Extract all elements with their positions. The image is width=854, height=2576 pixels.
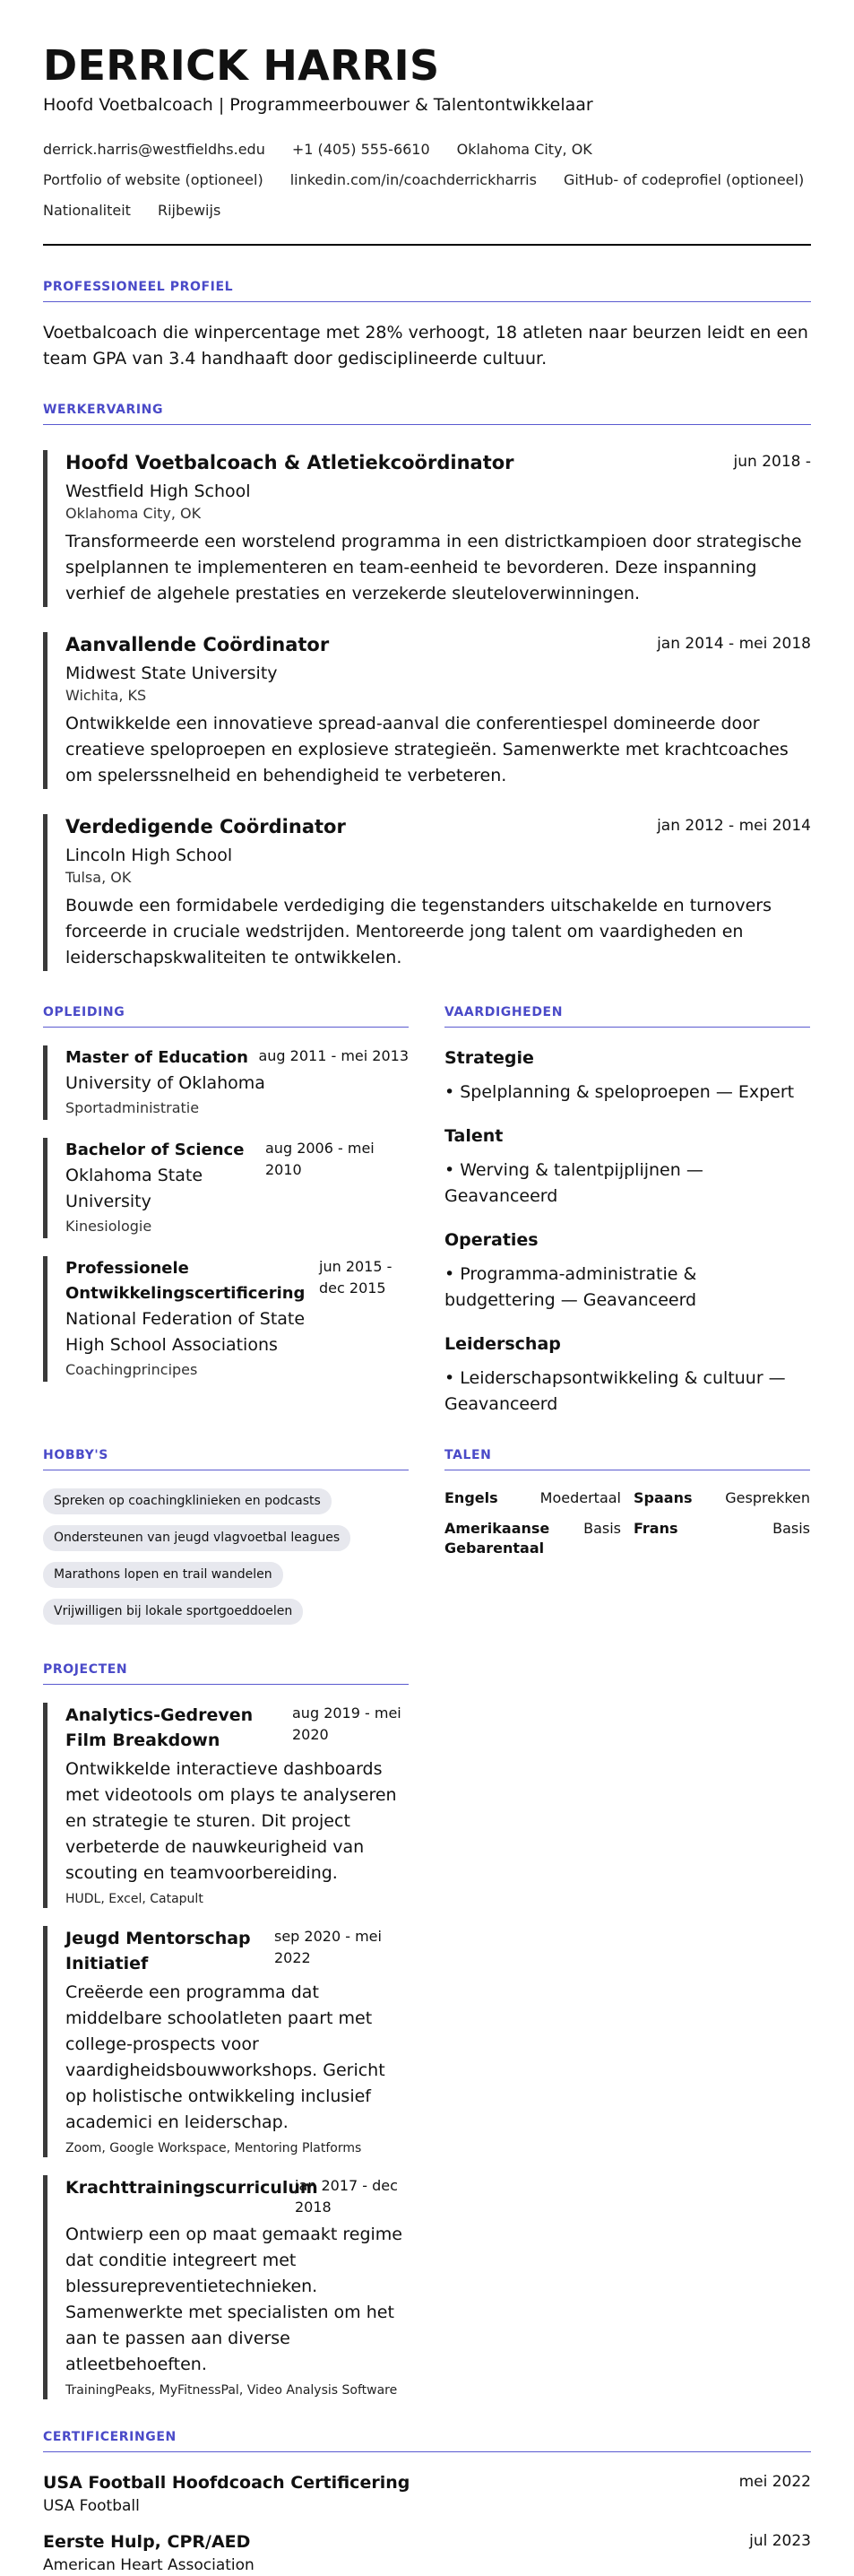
- job-description: Bouwde een formidabele verdediging die tegenstanders uitschakelde en turnovers forceerde in cruciale wedstrijden. Mentoreerde jong talent om vaardigheden en leiderschapskwaliteiten te ontwikkelen.: [65, 896, 772, 967]
- project-description: Ontwikkelde interactieve dashboards met videotools om plays te analyseren en strategie te sturen. Dit project verbeterde de nauwkeurigheid van scouting en teamvoorbereiding.: [65, 1759, 397, 1883]
- skill-item: • Programma-administratie & budgettering — Geavanceerd: [444, 1264, 697, 1310]
- certification-item: [43, 2529, 811, 2576]
- language-name: Engels: [444, 1489, 498, 1506]
- email-link[interactable]: derrick.harris@westfieldhs.edu: [43, 141, 265, 158]
- hobby-tag: Ondersteunen van jeugd vlagvoetbal leagues: [43, 1525, 350, 1551]
- language-name: Frans: [634, 1520, 678, 1537]
- skill-category: Strategie: [444, 1048, 534, 1068]
- project-date: sep 2020 - mei 2022: [274, 1928, 382, 1966]
- hobbies-section: [43, 1448, 409, 1635]
- header-divider: [43, 244, 811, 246]
- skill-group: [444, 1227, 810, 1314]
- linkedin-link[interactable]: linkedin.com/in/coachderrickharris: [289, 171, 537, 188]
- personal-row: [43, 199, 811, 222]
- language-level: Gesprekken: [725, 1489, 810, 1506]
- job-description: Transformeerde een worstelend programma in een districtkampioen door strategische spelplannen te implementeren en team-eenheid te bevorderen. Deze inspanning verhief de algehele prestaties en verzekerde sleuteloverwinningen.: [65, 532, 802, 603]
- certification-date: mei 2022: [738, 2473, 811, 2491]
- candidate-name: DERRICK HARRIS: [43, 41, 440, 90]
- candidate-headline: Hoofd Voetbalcoach | Programmeerbouwer & Talentontwikkelaar: [43, 95, 593, 115]
- skill-group: [444, 1045, 810, 1106]
- skill-group: [444, 1331, 810, 1418]
- language-item: [444, 1519, 621, 1558]
- project-tools: HUDL, Excel, Catapult: [65, 1892, 203, 1906]
- experience-item: [43, 632, 811, 789]
- job-location: Oklahoma City, OK: [65, 505, 202, 522]
- skill-category: Talent: [444, 1126, 504, 1146]
- project-description: Ontwierp een op maat gemaakt regime dat conditie integreert met blessurepreventietechnieken. Samenwerkte met specialisten om het aan te passen aan diverse atleetbehoeften.: [65, 2225, 402, 2374]
- experience-item: [43, 814, 811, 971]
- license-text: Rijbewijs: [157, 202, 221, 219]
- job-date: jan 2012 - mei 2014: [657, 817, 811, 835]
- language-level: Basis: [583, 1520, 621, 1537]
- skill-item: • Spelplanning & speloproepen — Expert: [444, 1082, 795, 1102]
- education-item: [43, 1138, 409, 1238]
- job-organization: Lincoln High School: [65, 846, 233, 865]
- education-section: [43, 1005, 409, 1418]
- certification-issuer: USA Football: [43, 2497, 140, 2515]
- section-title-hobbies: HOBBY'S: [43, 1448, 409, 1470]
- skill-category: Operaties: [444, 1230, 539, 1250]
- project-title: Krachttrainingscurriculum: [65, 2178, 318, 2198]
- project-date: jan 2017 - dec 2018: [295, 2177, 398, 2216]
- language-level: Basis: [772, 1520, 810, 1537]
- certification-date: jul 2023: [749, 2532, 811, 2550]
- section-title-profile: PROFESSIONEEL PROFIEL: [43, 280, 811, 302]
- section-title-experience: WERKERVARING: [43, 403, 811, 425]
- contact-row: [43, 138, 811, 161]
- project-item: [43, 2175, 409, 2399]
- study-field: Kinesiologie: [65, 1218, 152, 1235]
- job-title: Aanvallende Coördinator: [65, 634, 330, 655]
- study-field: Sportadministratie: [65, 1099, 200, 1116]
- certification-name: USA Football Hoofdcoach Certificering: [43, 2473, 410, 2493]
- project-item: [43, 1703, 409, 1908]
- education-date: aug 2011 - mei 2013: [258, 1047, 409, 1064]
- hobby-tags: [43, 1488, 409, 1635]
- hobby-tag: Marathons lopen en trail wandelen: [43, 1562, 283, 1588]
- degree-title: Professionele Ontwikkelingscertificering: [65, 1259, 306, 1303]
- language-name: Amerikaanse Gebarentaal: [444, 1520, 550, 1557]
- hobbies-languages-row: [43, 1448, 811, 1635]
- job-organization: Midwest State University: [65, 664, 278, 683]
- skill-item: • Werving & talentpijplijnen — Geavanceerd: [444, 1160, 703, 1206]
- hobby-tag: Vrijwilligen bij lokale sportgoeddoelen: [43, 1599, 303, 1625]
- portfolio-link[interactable]: Portfolio of website (optioneel): [43, 171, 263, 188]
- project-title: Analytics-Gedreven Film Breakdown: [65, 1705, 254, 1750]
- school-name: University of Oklahoma: [65, 1073, 265, 1093]
- job-organization: Westfield High School: [65, 481, 251, 501]
- section-title-certifications: CERTIFICERINGEN: [43, 2430, 811, 2452]
- job-title: Hoofd Voetbalcoach & Atletiekcoördinator: [65, 452, 514, 473]
- skill-group: [444, 1123, 810, 1210]
- location-text: Oklahoma City, OK: [456, 141, 592, 158]
- education-item: [43, 1045, 409, 1120]
- links-row: [43, 169, 811, 192]
- section-title-projects: PROJECTEN: [43, 1662, 409, 1685]
- phone-text: +1 (405) 555-6610: [291, 141, 430, 158]
- job-location: Tulsa, OK: [65, 869, 132, 886]
- job-date: jun 2018 -: [733, 453, 811, 471]
- experience-section: [43, 403, 811, 971]
- nationality-text: Nationaliteit: [43, 202, 131, 219]
- project-description: Creëerde een programma dat middelbare schoolatleten paart met college-prospects voor vaardigheidsbouwworkshops. Gericht op holistische ontwikkeling inclusief academici en leiderschap.: [65, 1982, 385, 2132]
- degree-title: Master of Education: [65, 1048, 248, 1067]
- hobby-tag: Spreken op coachingklinieken en podcasts: [43, 1488, 332, 1514]
- degree-title: Bachelor of Science: [65, 1141, 245, 1159]
- school-name: National Federation of State High School Associations: [65, 1309, 306, 1355]
- education-skills-row: [43, 1005, 811, 1418]
- experience-item: [43, 450, 811, 607]
- projects-section: [43, 1662, 409, 2399]
- job-location: Wichita, KS: [65, 687, 147, 704]
- job-date: jan 2014 - mei 2018: [657, 635, 811, 653]
- certification-issuer: American Heart Association: [43, 2556, 254, 2574]
- education-date: jun 2015 - dec 2015: [319, 1258, 392, 1297]
- certification-name: Eerste Hulp, CPR/AED: [43, 2532, 251, 2552]
- language-item: [444, 1488, 621, 1508]
- skill-item: • Leiderschapsontwikkeling & cultuur — Geavanceerd: [444, 1368, 786, 1414]
- section-title-languages: TALEN: [444, 1448, 810, 1470]
- certifications-section: [43, 2430, 811, 2576]
- certification-item: [43, 2470, 811, 2517]
- section-title-skills: VAARDIGHEDEN: [444, 1005, 810, 1028]
- school-name: Oklahoma State University: [65, 1166, 203, 1211]
- job-title: Verdedigende Coördinator: [65, 816, 346, 837]
- project-date: aug 2019 - mei 2020: [292, 1704, 401, 1743]
- language-level: Moedertaal: [539, 1489, 621, 1506]
- profile-section: [43, 280, 811, 372]
- language-item: [634, 1488, 810, 1508]
- project-tools: Zoom, Google Workspace, Mentoring Platforms: [65, 2141, 362, 2155]
- language-item: [634, 1519, 810, 1558]
- education-date: aug 2006 - mei 2010: [265, 1140, 375, 1178]
- project-title: Jeugd Mentorschap Initiatief: [65, 1929, 251, 1973]
- job-description: Ontwikkelde een innovatieve spread-aanval die conferentiespel domineerde door creatieve speloproepen en explosieve strategieën. Samenwerkte met krachtcoaches om spelerssnelheid en behendigheid te verbeteren.: [65, 714, 789, 785]
- study-field: Coachingprincipes: [65, 1361, 198, 1378]
- section-title-education: OPLEIDING: [43, 1005, 409, 1028]
- project-item: [43, 1926, 409, 2157]
- profile-summary: Voetbalcoach die winpercentage met 28% verhoogt, 18 atleten naar beurzen leidt en een team GPA van 3.4 handhaaft door gedisciplineerde cultuur.: [43, 323, 808, 369]
- language-list: [444, 1488, 810, 1558]
- skill-category: Leiderschap: [444, 1334, 561, 1354]
- resume-header: [43, 41, 811, 246]
- language-name: Spaans: [634, 1489, 693, 1506]
- languages-section: [444, 1448, 810, 1635]
- projects-row: [43, 1662, 811, 2399]
- project-tools: TrainingPeaks, MyFitnessPal, Video Analysis Software: [65, 2383, 398, 2398]
- skills-section: [444, 1005, 810, 1418]
- github-link[interactable]: GitHub- of codeprofiel (optioneel): [563, 171, 805, 188]
- education-item: [43, 1256, 409, 1382]
